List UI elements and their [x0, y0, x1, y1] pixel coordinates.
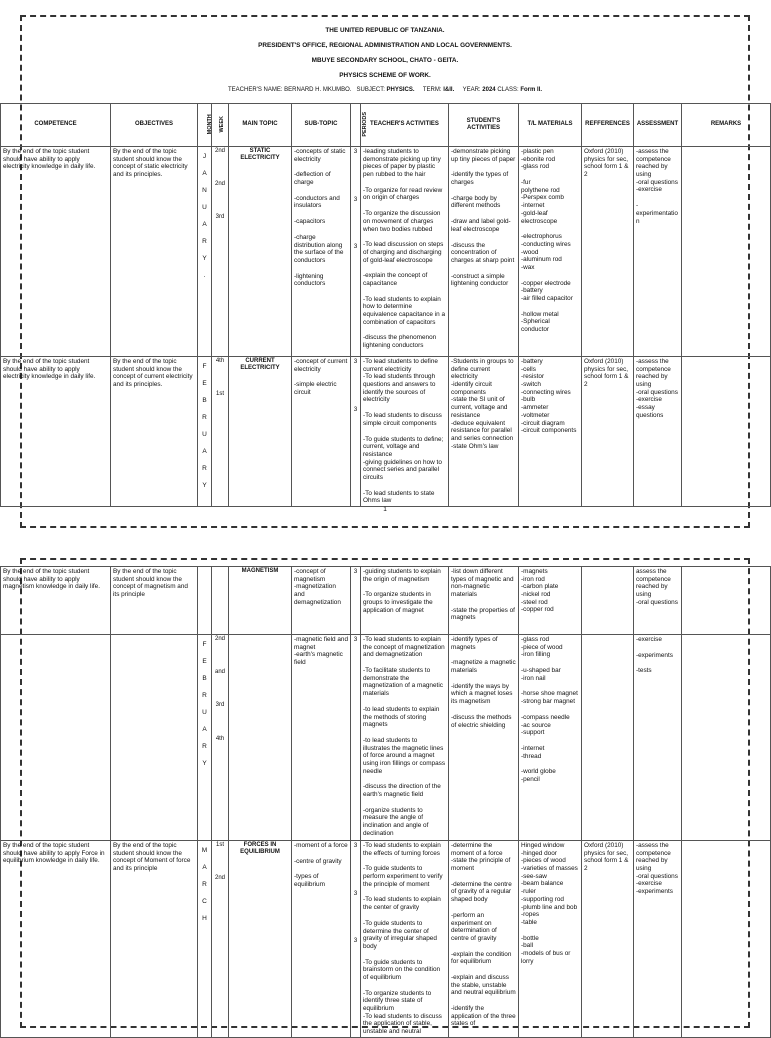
teacher-activity: -To lead students to explain the effects of turning forces [363, 842, 441, 857]
header-office: PRESIDENT'S OFFICE, REGIONAL ADMINISTRATION AND LOCAL GOVERNMENTS. [258, 42, 512, 49]
competence-text: By the end of the topic student should have ability to apply Force in equilibrium knowledge in daily life. [3, 842, 105, 865]
main-topic-cell [229, 567, 292, 635]
teacher-activity: -discuss the direction of the earth's magnetic field [363, 783, 441, 798]
col-student-activities: STUDENT'S ACTIVITIES [449, 104, 519, 147]
competence-text: By the end of the topic student should have ability to apply electricity knowledge in daily life. [3, 148, 96, 171]
week-label: 2nd [214, 148, 225, 154]
main-topic-text: STATIC ELECTRICITY [240, 148, 280, 162]
subtopic-text: -concept of magnetism -magnetization and demagnetization [294, 568, 341, 606]
scheme-table-1 [0, 103, 771, 507]
subtopic-text: -capacitors [294, 218, 326, 226]
week-label: 4th [215, 358, 225, 364]
assessment-item: -experiments [636, 651, 673, 659]
assessment-item: -exercise [636, 636, 662, 643]
col-materials: T/L MATERIALS [519, 104, 582, 147]
week-cell [212, 635, 229, 841]
assessment-cell [634, 841, 682, 1038]
objectives-cell [111, 567, 198, 635]
reference-text: Oxford (2010) physics for sec, school form 1 & 2 [584, 148, 629, 179]
objectives-text: By the end of the topic student should know the concept of Moment of force and its principle [113, 842, 191, 873]
week-label: 3rd [215, 702, 225, 709]
week-label: 4th [215, 735, 225, 742]
material-item: -u-shaped bar -iron nail [521, 667, 561, 682]
student-activities-cell [449, 567, 519, 635]
table-row [1, 567, 771, 635]
period-value: 3 [353, 148, 358, 155]
competence-cell [1, 357, 111, 507]
teacher-activity: -To lead students to state Ohms law [363, 489, 435, 505]
month-letter: Y [202, 255, 207, 262]
teacher-activities-cell [361, 635, 449, 841]
teacher-activities-cell [361, 147, 449, 357]
teacher-activity: -To lead students to discuss simple circuit components [363, 412, 442, 427]
col-references: REFFERENCES [582, 104, 634, 147]
col-periods: PERIODS [351, 104, 361, 147]
periods-cell [351, 841, 361, 1038]
week-cell [212, 147, 229, 357]
period-value: 3 [353, 889, 358, 897]
competence-cell [1, 147, 111, 357]
year-value: 2024 [482, 87, 496, 93]
student-activity: -list down different types of magnetic and non-magnetic materials [451, 568, 514, 599]
col-competence: COMPETENCE [1, 104, 111, 147]
references-cell [582, 841, 634, 1038]
subtopic-text: -types of equilibrium [294, 873, 325, 889]
month-letter: R [202, 881, 207, 888]
teacher-activities-cell [361, 567, 449, 635]
week-label: 1st [215, 842, 224, 848]
student-activities-cell [449, 841, 519, 1038]
month-letter: . [203, 272, 206, 279]
teacher-activity: -organize students to measure the angle of inclination and angle of declination [363, 806, 429, 837]
teacher-activities-cell [361, 841, 449, 1038]
teacher-activity: -To organize students in groups to investigate the application of magnet [363, 591, 433, 614]
year-label: YEAR: [462, 87, 481, 93]
subtopic-text: -lightening conductors [294, 272, 326, 288]
subtopic-text: -deflection of charge [294, 171, 331, 187]
periods-cell [351, 357, 361, 507]
student-activity: -perform an experiment on determination of centre of gravity [451, 911, 497, 942]
references-cell [582, 147, 634, 357]
month-letter: R [202, 238, 207, 245]
week-label: 1st [215, 391, 224, 398]
period-value: 3 [353, 937, 358, 945]
teacher-activity: -To lead students to explain the center of gravity [363, 896, 441, 912]
month-letter: E [202, 380, 207, 387]
teacher-activity: -To guide students to determine the center of gravity of irregular shaped body [363, 919, 437, 950]
objectives-cell [111, 635, 198, 841]
student-activity: -explain the condition for equilibrium [451, 950, 512, 966]
student-activity: -charge body by different methods [451, 194, 501, 210]
period-value: 3 [353, 636, 358, 643]
teacher-activity: -To guide students to define; current, voltage and resistance -giving guidelines on how to connect series and parallel circuits [363, 435, 444, 481]
material-item: Hinged window -hinged door -pieces of wood -varieties of masses -see-saw -beam balance -ruler -supporting rod -plumb line and bob -ropes -table [521, 842, 578, 926]
month-cell [198, 147, 212, 357]
scheme-page-1 [3, 15, 750, 528]
col-objectives: OBJECTIVES [111, 104, 198, 147]
scheme-page-2 [3, 558, 750, 1036]
teacher-activity: -To facilitate students to demonstrate the magnetization of a magnetic materials [363, 667, 443, 698]
col-assessment: ASSESSMENT [634, 104, 682, 147]
subtopic-cell [292, 147, 351, 357]
references-cell [582, 567, 634, 635]
month-letter: A [202, 726, 207, 733]
assessment-item: -assess the competence reached by using -oral questions -exercise [636, 148, 678, 194]
student-activity: -draw and label gold-leaf electroscope [451, 218, 511, 233]
material-item: -copper electrode -battery -air filled capacitor [521, 279, 573, 302]
assessment-cell [634, 567, 682, 635]
subtopic-text: -charge distribution along the surface of the conductors [294, 233, 344, 264]
subtopic-text: -magnetic field and magnet -earth's magnetic field [294, 636, 348, 667]
subject-value: PHYSICS. [386, 87, 415, 93]
header-country: THE UNITED REPUBLIC OF TANZANIA. [325, 27, 445, 34]
col-month: MONTH [198, 104, 212, 147]
month-letter: A [202, 170, 207, 177]
header-school: MBUYE SECONDARY SCHOOL, CHATO - GEITA. [311, 57, 459, 64]
material-item: -bottle -ball -models of bus or lorry [521, 934, 571, 965]
period-value: 3 [353, 405, 358, 413]
student-activities-cell [449, 147, 519, 357]
competence-cell [1, 635, 111, 841]
month-letter: U [202, 709, 207, 716]
week-cell [212, 567, 229, 635]
references-cell [582, 635, 634, 841]
month-letter: J [202, 153, 207, 160]
month-letter: R [202, 692, 207, 699]
reference-text: Oxford (2010) physics for sec, school form 1 & 2 [584, 358, 629, 389]
month-letter: R [202, 465, 207, 472]
teacher-activity: -discuss the phenomenon lightening conductors [363, 334, 437, 350]
student-activities-cell [449, 635, 519, 841]
assessment-cell [634, 635, 682, 841]
student-activities-cell [449, 357, 519, 507]
table-header-row [1, 104, 771, 147]
month-letter: F [202, 641, 207, 648]
week-label: 2nd [214, 875, 225, 882]
subtopic-text: -concepts of static electricity [294, 148, 346, 163]
term-label: TERM: [422, 87, 442, 93]
subtopic-cell [292, 567, 351, 635]
main-topic-text: CURRENT ELECTRICITY [240, 358, 280, 372]
table-row [1, 635, 771, 841]
teacher-activity: -To lead students to explain the concept of magnetization and demagnetization [363, 636, 445, 659]
month-letter: R [202, 743, 207, 750]
teacher-activity: -explain the concept of capacitance [363, 272, 428, 287]
teacher-activity: -to lead students to explain the methods of storing magnets [363, 705, 440, 729]
subtopic-text: -moment of a force [294, 842, 348, 849]
subject-label: SUBJECT: [356, 87, 385, 93]
assessment-item: -experimentation [636, 202, 678, 225]
materials-cell [519, 635, 582, 841]
main-topic-cell [229, 635, 292, 841]
scheme-table-2 [0, 566, 771, 1038]
table-row [1, 841, 771, 1038]
material-item: -magnets -iron rod -carbon plate -nickel rod -steel rod -copper rod [521, 568, 559, 614]
period-value: 3 [353, 358, 358, 365]
objectives-cell [111, 357, 198, 507]
objectives-cell [111, 147, 198, 357]
periods-cell [351, 147, 361, 357]
month-letter: A [202, 864, 207, 871]
period-value: 3 [353, 568, 358, 575]
month-letters [200, 148, 209, 284]
objectives-text: By the end of the topic student should know the concept of current electricity and its principles. [113, 358, 193, 389]
col-main-topic: MAIN TOPIC [229, 104, 292, 147]
material-item: -plastic pen -ebonite rod -glass rod [521, 148, 556, 171]
teacher-name: TEACHER'S NAME: BERNARD H. MKUMBO. [228, 87, 352, 93]
periods-cell [351, 635, 361, 841]
class-label: CLASS: [497, 87, 519, 93]
col-sub-topic: SUB-TOPIC [292, 104, 351, 147]
objectives-text: By the end of the topic student should know the concept of static electricity and its principles. [113, 148, 188, 179]
remarks-cell [682, 635, 771, 841]
main-topic-cell [229, 147, 292, 357]
month-letter: A [202, 221, 207, 228]
competence-cell [1, 841, 111, 1038]
assessment-item: assess the competence reached by using -oral questions [636, 568, 678, 606]
main-topic-text: MAGNETISM [241, 568, 279, 574]
teacher-activity: -To guide students to brainstorm on the condition of equilibrium [363, 958, 441, 981]
col-remarks: REMARKS [682, 104, 771, 147]
assessment-cell [634, 357, 682, 507]
month-letter: A [202, 448, 207, 455]
teacher-activity: -guiding students to explain the origin of magnetism [363, 568, 441, 583]
month-cell [198, 635, 212, 841]
teacher-activity: -To lead students to explain how to determine equivalence capacitance in a combination of capacitors [363, 295, 446, 326]
objectives-text: By the end of the topic student should know the concept of magnetism and its principle [113, 568, 188, 599]
student-activity: -demonstrate picking up tiny pieces of paper [451, 148, 516, 163]
references-cell [582, 357, 634, 507]
remarks-cell [682, 567, 771, 635]
student-activity: -construct a simple lightening conductor [451, 272, 509, 288]
student-activity: -identify the ways by which a magnet loses its magnetism [451, 682, 513, 706]
term-value: I&II. [443, 87, 455, 93]
remarks-cell [682, 147, 771, 357]
material-item: -horse shoe magnet -strong bar magnet [521, 690, 578, 706]
teacher-activity: -To organize for read review on origin of charges [363, 186, 443, 202]
month-letter: H [202, 915, 207, 922]
period-value: 3 [353, 842, 358, 849]
teacher-activity: -To guide students to perform experiment to verify the principle of moment [363, 865, 443, 888]
student-activity: -discuss the methods of electric shielding [451, 713, 512, 729]
materials-cell [519, 147, 582, 357]
student-activity: -magnetize a magnetic materials [451, 659, 516, 675]
competence-cell [1, 567, 111, 635]
period-value: 3 [353, 195, 358, 203]
month-letter: N [202, 187, 207, 194]
periods-cell [351, 567, 361, 635]
class-value: Form II. [520, 87, 542, 93]
subtopic-text: -conductors and insulators [294, 194, 340, 210]
month-letter: E [202, 658, 207, 665]
month-cell [198, 841, 212, 1038]
week-label: 2nd [214, 636, 225, 642]
month-letter: B [202, 397, 207, 404]
student-activity: -identify the application of the three states of [451, 1005, 516, 1028]
subtopic-cell [292, 357, 351, 507]
month-letter: M [201, 847, 208, 854]
subtopic-text: -simple electric circuit [294, 381, 337, 397]
week-label: 2nd [214, 181, 225, 188]
col-teacher-activities: TEACHER'S ACTIVITIES [361, 104, 449, 147]
table-row [1, 147, 771, 357]
student-activity: -discuss the concentration of charges at sharp point [451, 241, 515, 264]
competence-text: By the end of the topic student should have ability to apply electricity knowledge in daily life. [3, 358, 96, 381]
subtopic-text: -centre of gravity [294, 857, 342, 865]
remarks-cell [682, 841, 771, 1038]
week-cell [212, 357, 229, 507]
objectives-cell [111, 841, 198, 1038]
student-activity: -determine the moment of a force -state the principle of moment [451, 842, 511, 873]
material-item: -internet -thread [521, 744, 545, 760]
table-row [1, 357, 771, 507]
materials-cell [519, 567, 582, 635]
month-letter: F [202, 363, 207, 370]
assessment-cell [634, 147, 682, 357]
header-title: PHYSICS SCHEME OF WORK. [339, 72, 431, 79]
month-cell [198, 567, 212, 635]
assessment-item: -assess the competence reached by using -oral questions -exercise -experiments [636, 842, 678, 896]
student-activity: -explain and discuss the stable, unstable and neutral equilibrium [451, 973, 516, 997]
student-activity: -Students in groups to define current electricity -identify circuit components -state the SI unit of current, voltage and resistance -deduce equivalent resistance for parallel and series connection -state Ohm's law [451, 358, 514, 450]
materials-cell [519, 841, 582, 1038]
material-item: -world globe -pencil [521, 768, 556, 783]
material-item: -glass rod -piece of wood -iron filling [521, 636, 563, 659]
material-item: -battery -cells -resistor -switch -connecting wires -bulb -ammeter -voltmeter -circuit diagram -circuit components [521, 358, 577, 435]
teacher-activity: -To lead students to define current electricity -To lead students through questions and answers to identify the sources of electricity [363, 358, 438, 404]
student-activity: -determine the centre of gravity of a regular shaped body [451, 880, 512, 904]
page-number: 1 [383, 506, 387, 514]
month-letter: U [202, 431, 207, 438]
month-letters [200, 358, 209, 494]
week-label: and [214, 669, 225, 676]
document-header [22, 17, 748, 97]
month-letter: R [202, 414, 207, 421]
subtopic-cell [292, 635, 351, 841]
month-letters [200, 636, 209, 772]
teacher-activity: -leading students to demonstrate picking up tiny pieces of paper by plastic pen rubbed to the hair [363, 148, 441, 179]
main-topic-cell [229, 357, 292, 507]
teacher-info-line [22, 83, 748, 97]
month-letters [200, 842, 209, 927]
col-week: WEEK [212, 104, 229, 147]
student-activity: -state the properties of magnets [451, 606, 515, 622]
period-value: 3 [353, 243, 358, 251]
month-cell [198, 357, 212, 507]
week-label: 3rd [215, 214, 225, 221]
assessment-item: -assess the competence reached by using -oral questions -exercise -essay questions [636, 358, 678, 419]
main-topic-cell [229, 841, 292, 1038]
material-item: -compass needle -ac source -support [521, 713, 570, 737]
main-topic-text: FORCES IN EQUILIBRIUM [240, 842, 280, 856]
assessment-item: -tests [636, 667, 652, 675]
teacher-activity: -To lead discussion on steps of charging and discharging of gold-leaf electroscope [363, 241, 444, 264]
material-item: -hollow metal -Spherical conductor [521, 310, 559, 334]
month-letter: Y [202, 760, 207, 767]
teacher-activity: -To organize the discussion on movement of charges when two bodies rubbed [363, 210, 441, 233]
teacher-activities-cell [361, 357, 449, 507]
teacher-activity: -to lead students to illustrates the magnetic lines of force around a magnet using iron fillings or compass needle [363, 736, 446, 775]
teacher-activity: -To organize students to identify three state of equilibrium -To lead students to discuss the application of stable, unstable and neutral [363, 989, 442, 1036]
month-letter: B [202, 675, 207, 682]
student-activity: -identify the types of charges [451, 171, 509, 187]
remarks-cell [682, 357, 771, 507]
materials-cell [519, 357, 582, 507]
student-activity: -identify types of magnets [451, 636, 498, 651]
week-cell [212, 841, 229, 1038]
subtopic-text: -concept of current electricity [294, 358, 348, 373]
material-item: -electrophorus -conducting wires -wood -aluminum rod -wax [521, 233, 571, 271]
month-letter: U [202, 204, 207, 211]
competence-text: By the end of the topic student should have ability to apply magnetism knowledge in daily life. [3, 568, 100, 591]
subtopic-cell [292, 841, 351, 1038]
reference-text: Oxford (2010) physics for sec, school form 1 & 2 [584, 842, 629, 873]
material-item: -fur polythene rod -Perspex comb -internet -gold-leaf electroscope [521, 179, 564, 225]
month-letter: C [202, 898, 207, 905]
month-letter: Y [202, 482, 207, 489]
